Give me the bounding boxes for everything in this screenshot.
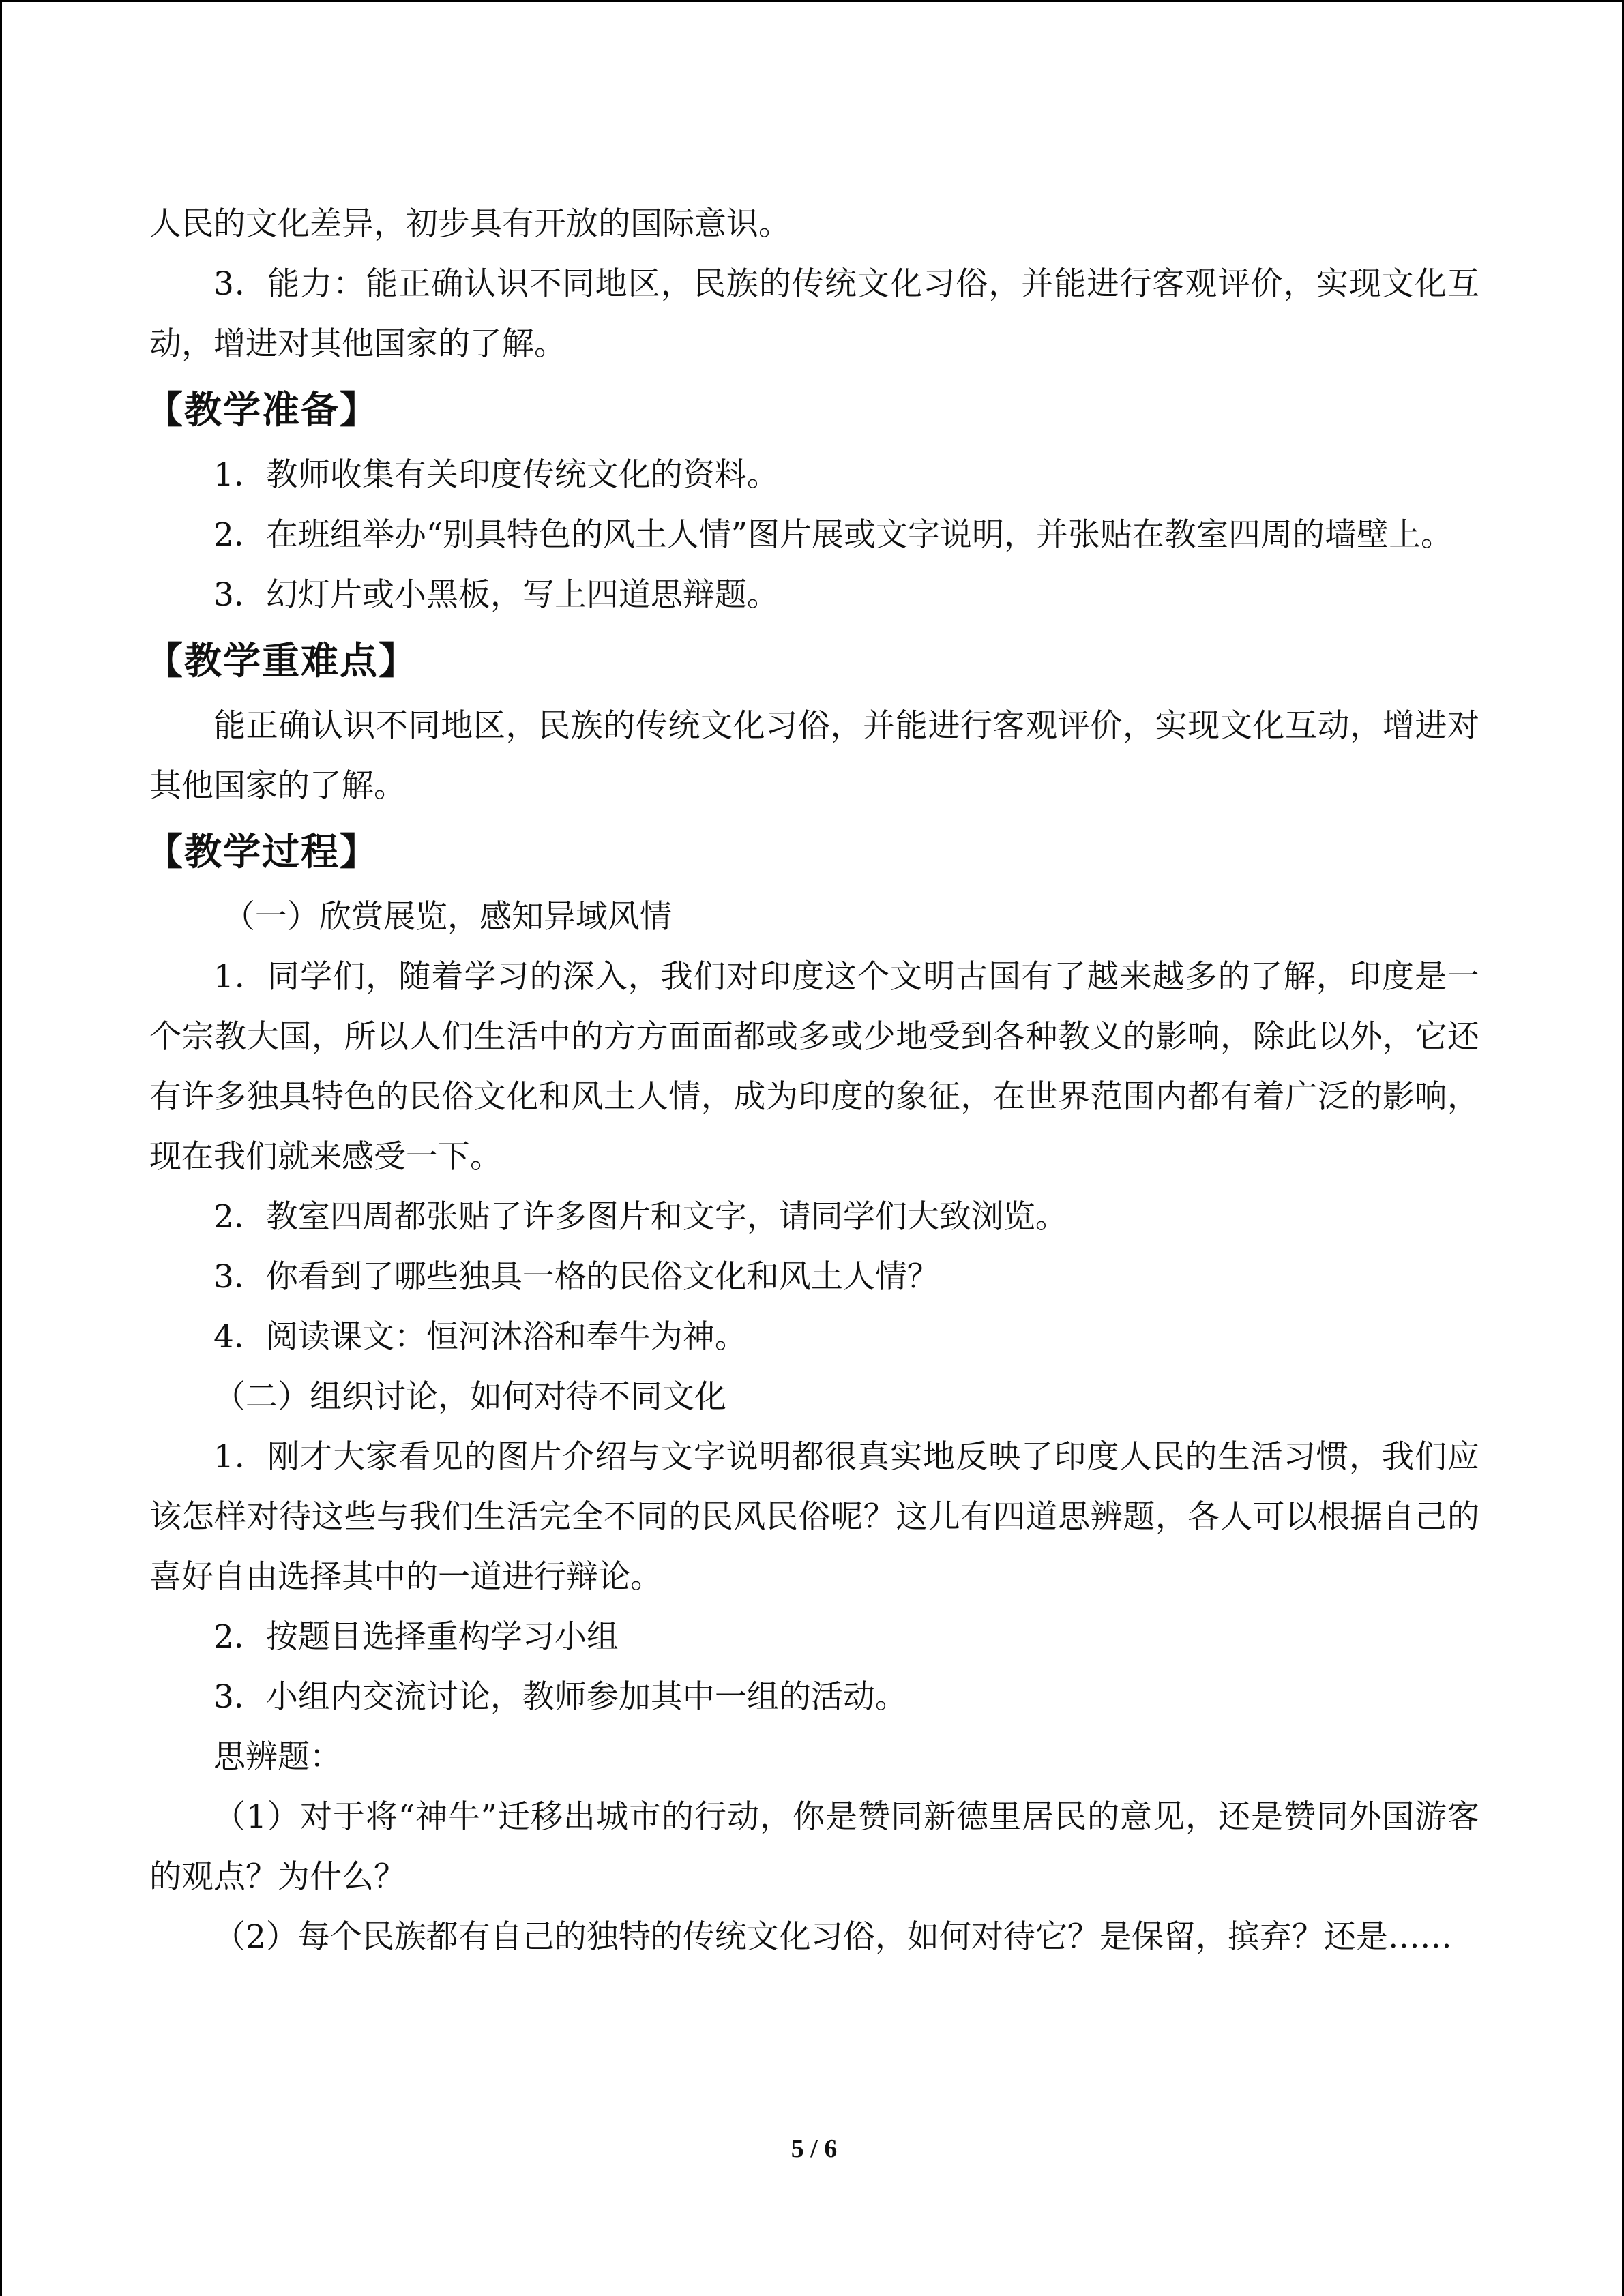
list-item: 3．小组内交流讨论，教师参加其中一组的活动。 bbox=[213, 1678, 907, 1716]
list-item: （1）对于将“神牛”迁移出城市的行动，你是赞同新德里居民的意见，还是赞同外国游客的观点？为什么？ bbox=[149, 1798, 1479, 1896]
list-item: 3．幻灯片或小黑板，写上四道思辩题。 bbox=[213, 576, 779, 614]
section-heading-preparation: 【教学准备】 bbox=[145, 388, 379, 432]
list-item: 2．教室四周都张贴了许多图片和文字，请同学们大致浏览。 bbox=[213, 1198, 1067, 1236]
paragraph: 人民的文化差异，初步具有开放的国际意识。 bbox=[149, 205, 791, 243]
paragraph: 3．能力：能正确认识不同地区，民族的传统文化习俗，并能进行客观评价，实现文化互动，增进对其他国家的了解。 bbox=[149, 265, 1479, 363]
paragraph: 能正确认识不同地区，民族的传统文化习俗，并能进行客观评价，实现文化互动，增进对其他国家的了解。 bbox=[149, 707, 1479, 805]
list-item: 2．按题目选择重构学习小组 bbox=[213, 1618, 619, 1656]
document-body bbox=[145, 194, 1479, 1967]
list-item: 4．阅读课文：恒河沐浴和奉牛为神。 bbox=[213, 1318, 747, 1356]
page-number: 5 / 6 bbox=[791, 2134, 838, 2163]
list-item: （2）每个民族都有自己的独特的传统文化习俗，如何对待它？是保留，摈弃？还是…… bbox=[213, 1918, 1452, 1956]
list-item: 1．刚才大家看见的图片介绍与文字说明都很真实地反映了印度人民的生活习惯，我们应该怎样对待这些与我们生活完全不同的民风民俗呢？这儿有四道思辨题，各人可以根据自己的喜好自由选择其中的一道进行辩论。 bbox=[149, 1438, 1479, 1596]
list-item: 1．教师收集有关印度传统文化的资料。 bbox=[213, 456, 779, 494]
list-item: 思辨题： bbox=[213, 1738, 342, 1776]
subsection-title: （一）欣赏展览，感知异域风情 bbox=[223, 898, 672, 936]
section-heading-key-points: 【教学重难点】 bbox=[145, 639, 418, 683]
list-item: 3．你看到了哪些独具一格的民俗文化和风土人情？ bbox=[213, 1258, 939, 1296]
list-item: 1．同学们，随着学习的深入，我们对印度这个文明古国有了越来越多的了解，印度是一个宗教大国，所以人们生活中的方方面面都或多或少地受到各种教义的影响，除此以外，它还有许多独具特色的民俗文化和风土人情，成为印度的象征，在世界范围内都有着广泛的影响，现在我们就来感受一下。 bbox=[149, 958, 1479, 1176]
section-heading-process: 【教学过程】 bbox=[145, 830, 379, 874]
subsection-title: （二）组织讨论，如何对待不同文化 bbox=[213, 1378, 726, 1416]
list-item: 2．在班组举办“别具特色的风土人情”图片展或文字说明，并张贴在教室四周的墙壁上。 bbox=[213, 516, 1453, 554]
